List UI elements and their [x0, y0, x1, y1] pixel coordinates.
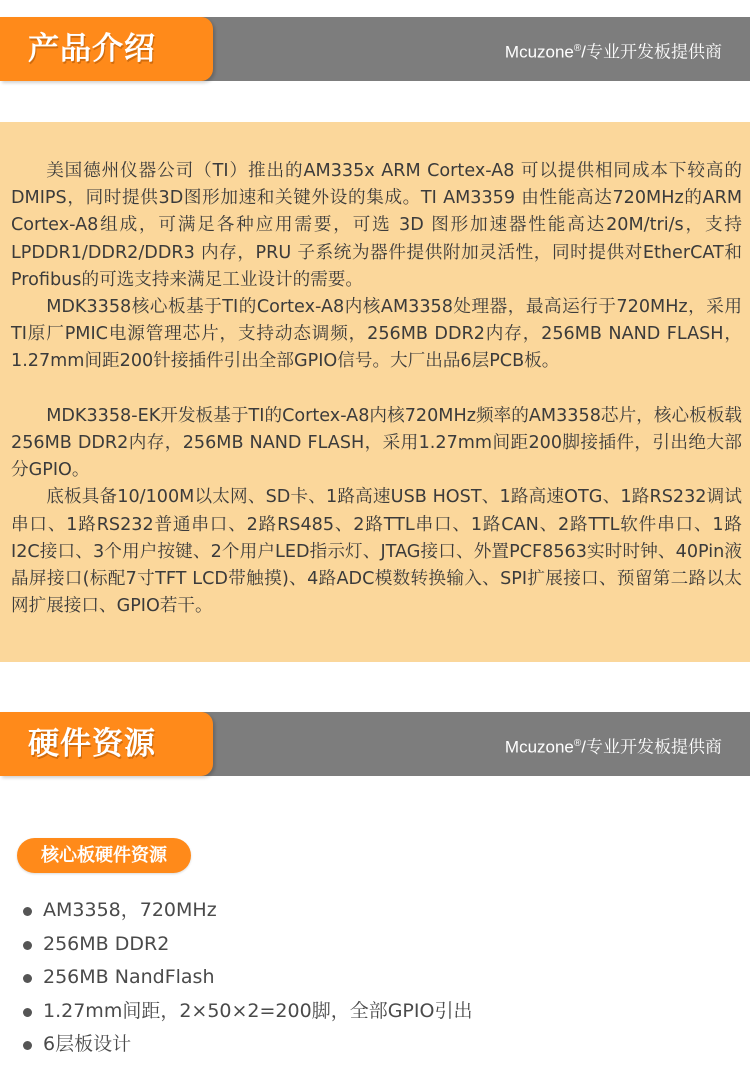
- spec-text: 1.27mm间距，2×50×2=200脚，全部GPIO引出: [43, 999, 473, 1022]
- core-board-spec-list: [18, 894, 472, 1062]
- spec-text: AM3358，720MHz: [43, 899, 217, 921]
- registered-mark: ®: [573, 738, 582, 749]
- spec-text: 256MB DDR2: [43, 932, 170, 955]
- section-title: 产品介绍: [28, 31, 156, 67]
- core-board-heading: 核心板硬件资源: [41, 845, 167, 866]
- spec-text: 256MB NandFlash: [43, 966, 215, 988]
- intro-panel: [0, 122, 750, 662]
- intro-paragraph: MDK3358-EK开发板基于TI的Cortex-A8内核720MHz频率的AM3358芯片，核心板板载256MB DDR2内存，256MB NAND FLASH，采用1.27mm间距200脚接插件，引出绝大部分GPIO。: [11, 405, 742, 481]
- list-item: [18, 928, 472, 962]
- list-item: [18, 961, 472, 995]
- brand-slogan: [505, 712, 722, 776]
- header-title-tab: [0, 712, 213, 776]
- brand-name: Mcuzone: [504, 42, 574, 62]
- core-board-heading-badge: [17, 838, 191, 873]
- list-item: [18, 1028, 472, 1062]
- slogan-text: /专业开发板提供商: [581, 737, 722, 757]
- header-title-tab: [0, 17, 213, 81]
- bullet-icon: [23, 974, 32, 983]
- intro-paragraph: 美国德州仪器公司（TI）推出的AM335x ARM Cortex-A8 可以提供相同成本下较高的DMIPS，同时提供3D图形加速和关键外设的集成。TI AM3359 由性能高达720MHz的ARM Cortex-A8组成，可满足各种应用需要，可选 3D 图形加速器性能高达20M/tri/s，支持LPDDR1/DDR2/DDR3 内存，PRU 子系统为器件提供附加灵活性，同时提供对EtherCAT和Profibus的可选支持来满足工业设计的需要。: [11, 161, 742, 290]
- brand-slogan: [505, 17, 722, 81]
- intro-text: [11, 158, 742, 620]
- list-item: [18, 995, 472, 1029]
- brand-name: Mcuzone: [504, 737, 574, 757]
- list-item: [18, 894, 472, 928]
- section-header-hardware-resources: [0, 712, 750, 776]
- section-title: 硬件资源: [28, 726, 156, 762]
- registered-mark: ®: [573, 43, 582, 54]
- bullet-icon: [23, 1008, 32, 1017]
- slogan-text: /专业开发板提供商: [581, 42, 722, 62]
- bullet-icon: [23, 1041, 32, 1050]
- spec-text: 6层板设计: [43, 1033, 132, 1055]
- bullet-icon: [23, 941, 32, 950]
- bullet-icon: [23, 907, 32, 916]
- intro-paragraph: 底板具备10/100M以太网、SD卡、1路高速USB HOST、1路高速OTG、1路RS232调试串口、1路RS232普通串口、2路RS485、2路TTL串口、1路CAN、2路TTL软件串口、1路I2C接口、3个用户按键、2个用户LED指示灯、JTAG接口、外置PCF8563实时时钟、40Pin液晶屏接口(标配7寸TFT LCD带触摸)、4路ADC模数转换输入、SPI扩展接口、预留第二路以太网扩展接口、GPIO若干。: [11, 487, 742, 617]
- intro-paragraph: MDK3358核心板基于TI的Cortex-A8内核AM3358处理器，最高运行于720MHz，采用TI原厂PMIC电源管理芯片，支持动态调频，256MB DDR2内存，256MB NAND FLASH，1.27mm间距200针接插件引出全部GPIO信号。大厂出品6层PCB板。: [11, 297, 742, 372]
- section-header-product-intro: [0, 17, 750, 81]
